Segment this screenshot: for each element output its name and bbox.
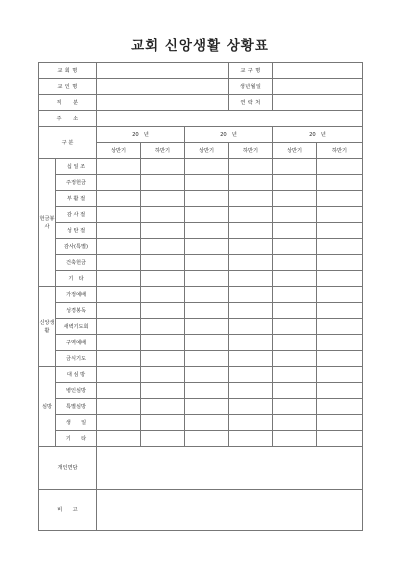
entry-cell[interactable] xyxy=(141,367,185,383)
church-district-field[interactable] xyxy=(273,63,363,79)
entry-cell[interactable] xyxy=(229,159,273,175)
item-label: 감사(특별) xyxy=(56,239,97,255)
section-category-label: 신앙생활 xyxy=(39,287,56,367)
entry-cell[interactable] xyxy=(273,383,317,399)
half-label: 하반기 xyxy=(229,143,273,159)
entry-cell[interactable] xyxy=(141,207,185,223)
item-label: 구역예배 xyxy=(56,335,97,351)
item-row xyxy=(39,191,363,207)
entry-cell[interactable] xyxy=(273,207,317,223)
half-label: 상반기 xyxy=(185,143,229,159)
entry-cell[interactable] xyxy=(229,191,273,207)
item-label: 금식기도 xyxy=(56,351,97,367)
document-title: 교회 신앙생활 상황표 xyxy=(131,38,269,54)
entry-cell[interactable] xyxy=(229,351,273,367)
entry-cell[interactable] xyxy=(97,255,141,271)
entry-cell[interactable] xyxy=(273,175,317,191)
item-label: 병인심방 xyxy=(56,383,97,399)
entry-cell[interactable] xyxy=(273,159,317,175)
entry-cell[interactable] xyxy=(273,255,317,271)
entry-cell[interactable] xyxy=(185,415,229,431)
item-row xyxy=(39,399,363,415)
entry-cell[interactable] xyxy=(317,175,363,191)
entry-cell[interactable] xyxy=(229,223,273,239)
entry-cell[interactable] xyxy=(185,367,229,383)
consultation-label: 개인면담 xyxy=(39,447,97,490)
entry-cell[interactable] xyxy=(185,399,229,415)
year-label-1: 20 년 xyxy=(97,127,185,143)
entry-cell[interactable] xyxy=(317,239,363,255)
entry-cell[interactable] xyxy=(141,223,185,239)
half-label: 상반기 xyxy=(97,143,141,159)
entry-cell[interactable] xyxy=(185,223,229,239)
entry-cell[interactable] xyxy=(97,335,141,351)
entry-cell[interactable] xyxy=(317,431,363,447)
entry-cell[interactable] xyxy=(229,239,273,255)
remarks-field[interactable] xyxy=(97,490,363,531)
half-label: 하반기 xyxy=(141,143,185,159)
entry-cell[interactable] xyxy=(273,399,317,415)
item-row xyxy=(39,271,363,287)
entry-cell[interactable] xyxy=(97,415,141,431)
entry-cell[interactable] xyxy=(317,159,363,175)
position-field[interactable] xyxy=(97,95,229,111)
year-label-2: 20 년 xyxy=(185,127,273,143)
entry-cell[interactable] xyxy=(185,431,229,447)
entry-cell[interactable] xyxy=(141,351,185,367)
item-label: 감 사 절 xyxy=(56,207,97,223)
entry-cell[interactable] xyxy=(141,255,185,271)
item-row xyxy=(39,223,363,239)
entry-cell[interactable] xyxy=(273,319,317,335)
entry-cell[interactable] xyxy=(229,319,273,335)
entry-cell[interactable] xyxy=(185,383,229,399)
entry-cell[interactable] xyxy=(97,319,141,335)
entry-cell[interactable] xyxy=(317,319,363,335)
item-row xyxy=(39,303,363,319)
believer-name-label: 교 인 명 xyxy=(39,79,97,95)
church-name-field[interactable] xyxy=(97,63,229,79)
item-row xyxy=(39,431,363,447)
entry-cell[interactable] xyxy=(273,367,317,383)
entry-cell[interactable] xyxy=(185,303,229,319)
entry-cell[interactable] xyxy=(141,383,185,399)
entry-cell[interactable] xyxy=(141,415,185,431)
entry-cell[interactable] xyxy=(97,239,141,255)
entry-cell[interactable] xyxy=(141,175,185,191)
entry-cell[interactable] xyxy=(229,415,273,431)
entry-cell[interactable] xyxy=(273,239,317,255)
entry-cell[interactable] xyxy=(97,351,141,367)
item-label: 건축헌금 xyxy=(56,255,97,271)
item-label: 성경봉독 xyxy=(56,303,97,319)
entry-cell[interactable] xyxy=(317,287,363,303)
entry-cell[interactable] xyxy=(273,271,317,287)
birth-date-label: 생년월일 xyxy=(229,79,273,95)
entry-cell[interactable] xyxy=(97,367,141,383)
entry-cell[interactable] xyxy=(229,175,273,191)
contact-label: 연 락 처 xyxy=(229,95,273,111)
entry-cell[interactable] xyxy=(273,351,317,367)
entry-cell[interactable] xyxy=(229,303,273,319)
entry-cell[interactable] xyxy=(185,351,229,367)
position-label: 직 분 xyxy=(39,95,97,111)
entry-cell[interactable] xyxy=(141,287,185,303)
entry-cell[interactable] xyxy=(185,255,229,271)
entry-cell[interactable] xyxy=(317,399,363,415)
birth-date-field[interactable] xyxy=(273,79,363,95)
entry-cell[interactable] xyxy=(185,287,229,303)
remarks-row xyxy=(39,490,363,531)
entry-cell[interactable] xyxy=(141,159,185,175)
entry-cell[interactable] xyxy=(273,223,317,239)
item-row xyxy=(39,255,363,271)
entry-cell[interactable] xyxy=(317,367,363,383)
section-category-label: 헌금봉사 xyxy=(39,159,56,287)
entry-cell[interactable] xyxy=(141,399,185,415)
info-row-3 xyxy=(39,95,363,111)
entry-cell[interactable] xyxy=(229,271,273,287)
entry-cell[interactable] xyxy=(97,303,141,319)
entry-cell[interactable] xyxy=(97,431,141,447)
entry-cell[interactable] xyxy=(317,255,363,271)
item-row xyxy=(39,239,363,255)
consultation-row xyxy=(39,447,363,490)
entry-cell[interactable] xyxy=(317,271,363,287)
church-district-label: 교 구 명 xyxy=(229,63,273,79)
entry-cell[interactable] xyxy=(317,303,363,319)
entry-cell[interactable] xyxy=(229,255,273,271)
entry-cell[interactable] xyxy=(185,319,229,335)
year-header-row xyxy=(39,127,363,143)
item-label: 부 활 절 xyxy=(56,191,97,207)
entry-cell[interactable] xyxy=(185,335,229,351)
entry-cell[interactable] xyxy=(97,287,141,303)
info-row-2 xyxy=(39,79,363,95)
remarks-label: 비 고 xyxy=(39,490,97,531)
entry-cell[interactable] xyxy=(317,335,363,351)
entry-cell[interactable] xyxy=(141,431,185,447)
status-form-table xyxy=(38,62,363,531)
entry-cell[interactable] xyxy=(317,383,363,399)
entry-cell[interactable] xyxy=(97,223,141,239)
item-row xyxy=(39,367,363,383)
item-row xyxy=(39,351,363,367)
entry-cell[interactable] xyxy=(97,191,141,207)
entry-cell[interactable] xyxy=(141,271,185,287)
entry-cell[interactable] xyxy=(185,239,229,255)
entry-cell[interactable] xyxy=(273,303,317,319)
entry-cell[interactable] xyxy=(97,207,141,223)
item-label: 가정예배 xyxy=(56,287,97,303)
church-name-label: 교 회 명 xyxy=(39,63,97,79)
entry-cell[interactable] xyxy=(229,207,273,223)
entry-cell[interactable] xyxy=(229,431,273,447)
half-label: 상반기 xyxy=(273,143,317,159)
item-label: 기 타 xyxy=(56,271,97,287)
entry-cell[interactable] xyxy=(229,399,273,415)
entry-cell[interactable] xyxy=(273,191,317,207)
item-label: 특별심방 xyxy=(56,399,97,415)
item-label: 새벽기도회 xyxy=(56,319,97,335)
entry-cell[interactable] xyxy=(141,191,185,207)
item-label: 기 타 xyxy=(56,431,97,447)
entry-cell[interactable] xyxy=(273,431,317,447)
item-row xyxy=(39,319,363,335)
consultation-field[interactable] xyxy=(97,447,363,490)
item-row xyxy=(39,175,363,191)
item-label: 주정헌금 xyxy=(56,175,97,191)
info-row-1 xyxy=(39,63,363,79)
entry-cell[interactable] xyxy=(97,399,141,415)
entry-cell[interactable] xyxy=(317,191,363,207)
item-row xyxy=(39,415,363,431)
entry-cell[interactable] xyxy=(317,351,363,367)
entry-cell[interactable] xyxy=(141,303,185,319)
entry-cell[interactable] xyxy=(229,383,273,399)
entry-cell[interactable] xyxy=(273,335,317,351)
entry-cell[interactable] xyxy=(229,287,273,303)
item-label: 대 심 방 xyxy=(56,367,97,383)
item-row xyxy=(39,335,363,351)
half-label: 하반기 xyxy=(317,143,363,159)
entry-cell[interactable] xyxy=(97,383,141,399)
item-label: 생 일 xyxy=(56,415,97,431)
item-label: 십 일 조 xyxy=(56,159,97,175)
entry-cell[interactable] xyxy=(273,287,317,303)
entry-cell[interactable] xyxy=(185,207,229,223)
entry-cell[interactable] xyxy=(97,271,141,287)
entry-cell[interactable] xyxy=(229,335,273,351)
item-row xyxy=(39,207,363,223)
info-row-4 xyxy=(39,111,363,127)
year-label-3: 20 년 xyxy=(273,127,363,143)
entry-cell[interactable] xyxy=(185,191,229,207)
contact-field[interactable] xyxy=(273,95,363,111)
item-row xyxy=(39,159,363,175)
division-label: 구 분 xyxy=(39,127,97,159)
section-rows xyxy=(39,159,363,447)
entry-cell[interactable] xyxy=(317,415,363,431)
entry-cell[interactable] xyxy=(317,207,363,223)
item-row xyxy=(39,383,363,399)
section-category-label: 심방 xyxy=(39,367,56,447)
believer-name-field[interactable] xyxy=(97,79,229,95)
entry-cell[interactable] xyxy=(141,335,185,351)
entry-cell[interactable] xyxy=(273,415,317,431)
item-label: 성 탄 절 xyxy=(56,223,97,239)
entry-cell[interactable] xyxy=(185,175,229,191)
entry-cell[interactable] xyxy=(97,175,141,191)
item-row xyxy=(39,287,363,303)
entry-cell[interactable] xyxy=(185,271,229,287)
entry-cell[interactable] xyxy=(141,319,185,335)
address-field[interactable] xyxy=(97,111,363,127)
entry-cell[interactable] xyxy=(317,223,363,239)
entry-cell[interactable] xyxy=(185,159,229,175)
entry-cell[interactable] xyxy=(97,159,141,175)
entry-cell[interactable] xyxy=(141,239,185,255)
entry-cell[interactable] xyxy=(229,367,273,383)
address-label: 주 소 xyxy=(39,111,97,127)
